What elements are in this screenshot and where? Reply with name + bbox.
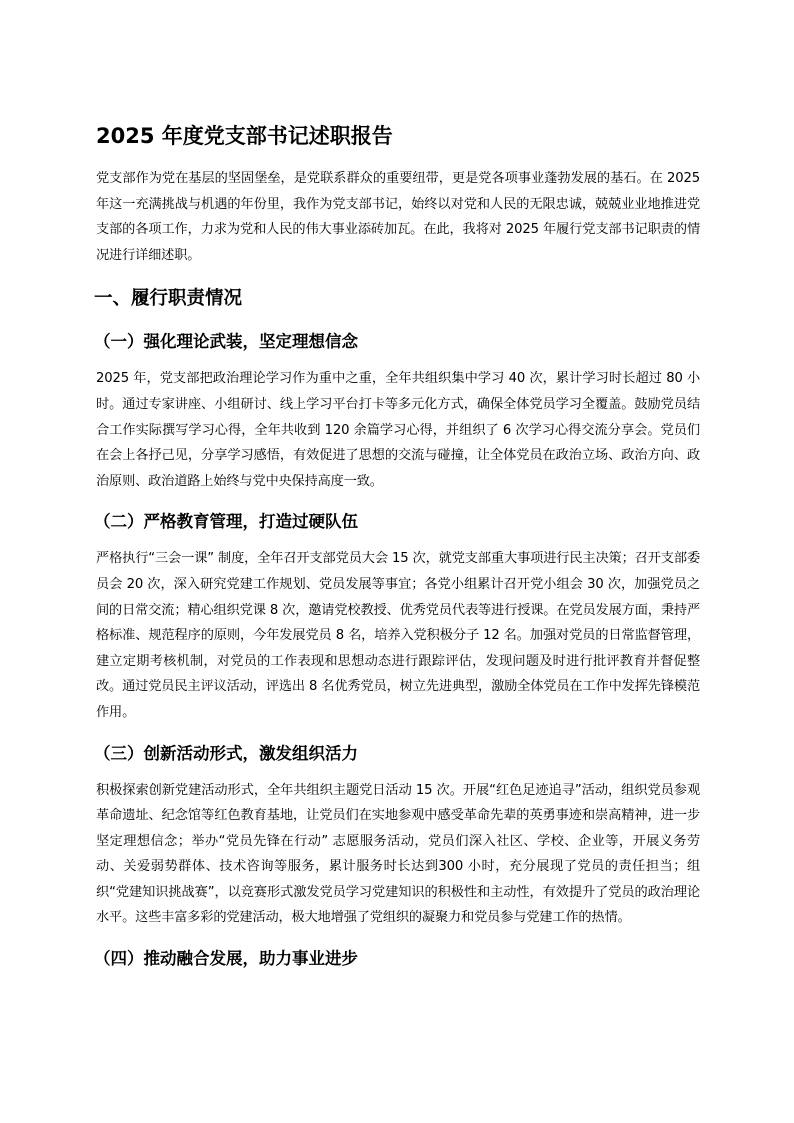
subsection-paragraph-education: 严格执行“三会一课” 制度，全年召开支部党员大会 15 次，就党支部重大事项进行民主决策；召开支部委员会 20 次，深入研究党建工作规划、党员发展等事宜；各党小组累计召开党小组会 30 次，加强党员之间的日常交流；精心组织党课 8 次，邀请党校教授、优秀党员代表等进行授课。在党员发展方面，秉持严格标准、规范程序的原则，今年发展党员 8 名，培养入党积极分子 12 名。加强对党员的日常监督管理，建立定期考核机制，对党员的工作表现和思想动态进行跟踪评估，发现问题及时进行批评教育并督促整改。通过党员民主评议活动，评选出 8 名优秀党员，树立先进典型，激励全体党员在工作中发挥先锋模范作用。 [96,551,700,720]
subsection-paragraph-activities: 积极探索创新党建活动形式，全年共组织主题党日活动 15 次。开展“红色足迹追寻”活动，组织党员参观革命遗址、纪念馆等红色教育基地，让党员们在实地参观中感受革命先辈的英勇事迹和崇高精神，进一步坚定理想信念；举办“党员先锋在行动” 志愿服务活动，党员们深入社区、学校、企业等，开展义务劳动、关爱弱势群体、技术咨询等服务，累计服务时长达到300 小时，充分展现了党员的责任担当；组织“党建知识挑战赛”，以竞赛形式激发党员学习党建知识的积极性和主动性，有效提升了党员的政治理论水平。这些丰富多彩的党建活动，极大地增强了党组织的凝聚力和党员参与党建工作的热情。 [96,782,700,926]
subsection-heading-theory: （一）强化理论武装，坚定理想信念 [94,332,358,352]
subsection-heading-activities: （三）创新活动形式，激发组织活力 [94,743,358,763]
subsection-heading-education: （二）严格教育管理，打造过硬队伍 [94,512,358,532]
section-heading-duties: 一、履行职责情况 [94,288,243,310]
intro-paragraph: 党支部作为党在基层的坚固堡垒，是党联系群众的重要纽带，更是党各项事业蓬勃发展的基石。在 2025 年这一充满挑战与机遇的年份里，我作为党支部书记，始终以对党和人民的无限忠诚，兢兢业业地推进党支部的各项工作，力求为党和人民的伟大事业添砖加瓦。在此，我将对 2025 年履行党支部书记职责的情况进行详细述职。 [96,171,700,263]
subsection-paragraph-theory: 2025 年，党支部把政治理论学习作为重中之重，全年共组织集中学习 40 次，累计学习时长超过 80 小时。通过专家讲座、小组研讨、线上学习平台打卡等多元化方式，确保全体党员学习全覆盖。鼓励党员结合工作实际撰写学习心得，全年共收到 120 余篇学习心得，并组织了 6 次学习心得交流分享会。党员们在会上各抒己见，分享学习感悟，有效促进了思想的交流与碰撞，让全体党员在政治立场、政治方向、政治原则、政治道路上始终与党中央保持高度一致。 [96,371,700,489]
subsection-heading-integration: （四）推动融合发展，助力事业进步 [94,949,358,969]
document-title: 2025 年度党支部书记述职报告 [96,124,393,148]
document-body [96,120,700,983]
